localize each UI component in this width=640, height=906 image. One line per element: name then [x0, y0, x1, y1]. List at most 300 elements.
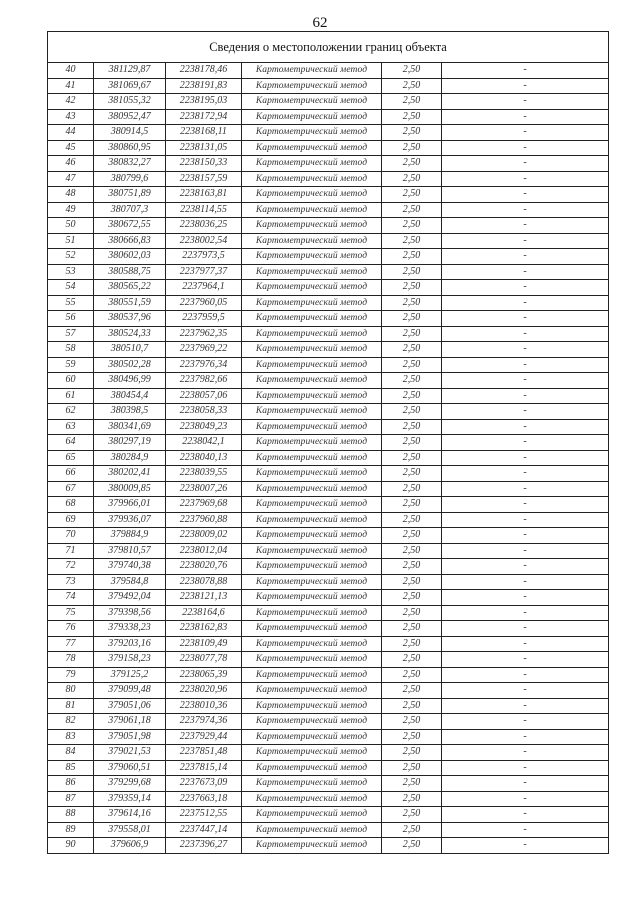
method-cell: Картометрический метод — [242, 78, 382, 94]
method-cell: Картометрический метод — [242, 481, 382, 497]
description-cell: - — [442, 636, 609, 652]
table-row — [48, 357, 609, 373]
description-cell: - — [442, 156, 609, 172]
accuracy-cell: 2,50 — [382, 373, 442, 389]
y-coordinate-cell: 2237512,55 — [166, 807, 242, 823]
description-cell: - — [442, 838, 609, 854]
table-row — [48, 621, 609, 637]
y-coordinate-cell: 2237929,44 — [166, 729, 242, 745]
y-coordinate-cell: 2237960,88 — [166, 512, 242, 528]
point-number-cell: 64 — [48, 435, 94, 451]
description-cell: - — [442, 481, 609, 497]
point-number-cell: 79 — [48, 667, 94, 683]
x-coordinate-cell: 380284,9 — [94, 450, 166, 466]
accuracy-cell: 2,50 — [382, 636, 442, 652]
table-row — [48, 109, 609, 125]
x-coordinate-cell: 380551,59 — [94, 295, 166, 311]
y-coordinate-cell: 2238163,81 — [166, 187, 242, 203]
y-coordinate-cell: 2237973,5 — [166, 249, 242, 265]
table-row — [48, 171, 609, 187]
y-coordinate-cell: 2237982,66 — [166, 373, 242, 389]
point-number-cell: 62 — [48, 404, 94, 420]
accuracy-cell: 2,50 — [382, 125, 442, 141]
point-number-cell: 86 — [48, 776, 94, 792]
x-coordinate-cell: 379492,04 — [94, 590, 166, 606]
y-coordinate-cell: 2238020,96 — [166, 683, 242, 699]
method-cell: Картометрический метод — [242, 435, 382, 451]
description-cell: - — [442, 171, 609, 187]
method-cell: Картометрический метод — [242, 683, 382, 699]
method-cell: Картометрический метод — [242, 311, 382, 327]
accuracy-cell: 2,50 — [382, 109, 442, 125]
method-cell: Картометрический метод — [242, 636, 382, 652]
table-row — [48, 698, 609, 714]
point-number-cell: 74 — [48, 590, 94, 606]
method-cell: Картометрический метод — [242, 264, 382, 280]
description-cell: - — [442, 590, 609, 606]
point-number-cell: 45 — [48, 140, 94, 156]
y-coordinate-cell: 2238049,23 — [166, 419, 242, 435]
description-cell: - — [442, 466, 609, 482]
accuracy-cell: 2,50 — [382, 776, 442, 792]
point-number-cell: 55 — [48, 295, 94, 311]
accuracy-cell: 2,50 — [382, 342, 442, 358]
method-cell: Картометрический метод — [242, 838, 382, 854]
table-row — [48, 342, 609, 358]
point-number-cell: 52 — [48, 249, 94, 265]
y-coordinate-cell: 2238109,49 — [166, 636, 242, 652]
x-coordinate-cell: 380496,99 — [94, 373, 166, 389]
boundary-coordinates-table — [47, 31, 609, 854]
point-number-cell: 44 — [48, 125, 94, 141]
description-cell: - — [442, 807, 609, 823]
x-coordinate-cell: 379584,8 — [94, 574, 166, 590]
description-cell: - — [442, 605, 609, 621]
x-coordinate-cell: 380398,5 — [94, 404, 166, 420]
description-cell: - — [442, 683, 609, 699]
y-coordinate-cell: 2238195,03 — [166, 94, 242, 110]
description-cell: - — [442, 109, 609, 125]
y-coordinate-cell: 2237964,1 — [166, 280, 242, 296]
y-coordinate-cell: 2238042,1 — [166, 435, 242, 451]
y-coordinate-cell: 2237977,37 — [166, 264, 242, 280]
table-row — [48, 202, 609, 218]
point-number-cell: 80 — [48, 683, 94, 699]
method-cell: Картометрический метод — [242, 156, 382, 172]
y-coordinate-cell: 2238007,26 — [166, 481, 242, 497]
x-coordinate-cell: 380341,69 — [94, 419, 166, 435]
table-row — [48, 218, 609, 234]
method-cell: Картометрический метод — [242, 698, 382, 714]
table-title: Сведения о местоположении границ объекта — [48, 32, 609, 63]
method-cell: Картометрический метод — [242, 218, 382, 234]
y-coordinate-cell: 2237673,09 — [166, 776, 242, 792]
page-number: 62 — [312, 15, 328, 31]
y-coordinate-cell: 2237974,36 — [166, 714, 242, 730]
accuracy-cell: 2,50 — [382, 791, 442, 807]
description-cell: - — [442, 357, 609, 373]
description-cell: - — [442, 342, 609, 358]
accuracy-cell: 2,50 — [382, 481, 442, 497]
description-cell: - — [442, 78, 609, 94]
y-coordinate-cell: 2238009,02 — [166, 528, 242, 544]
point-number-cell: 42 — [48, 94, 94, 110]
description-cell: - — [442, 621, 609, 637]
x-coordinate-cell: 380297,19 — [94, 435, 166, 451]
description-cell: - — [442, 419, 609, 435]
table-row — [48, 528, 609, 544]
description-cell: - — [442, 94, 609, 110]
y-coordinate-cell: 2238150,33 — [166, 156, 242, 172]
description-cell: - — [442, 791, 609, 807]
accuracy-cell: 2,50 — [382, 140, 442, 156]
point-number-cell: 58 — [48, 342, 94, 358]
x-coordinate-cell: 380672,55 — [94, 218, 166, 234]
description-cell: - — [442, 404, 609, 420]
method-cell: Картометрический метод — [242, 171, 382, 187]
x-coordinate-cell: 380588,75 — [94, 264, 166, 280]
table-row — [48, 78, 609, 94]
point-number-cell: 56 — [48, 311, 94, 327]
accuracy-cell: 2,50 — [382, 63, 442, 79]
x-coordinate-cell: 379398,56 — [94, 605, 166, 621]
point-number-cell: 90 — [48, 838, 94, 854]
point-number-cell: 65 — [48, 450, 94, 466]
table-row — [48, 776, 609, 792]
x-coordinate-cell: 379558,01 — [94, 822, 166, 838]
x-coordinate-cell: 380751,89 — [94, 187, 166, 203]
accuracy-cell: 2,50 — [382, 94, 442, 110]
description-cell: - — [442, 760, 609, 776]
y-coordinate-cell: 2237969,68 — [166, 497, 242, 513]
description-cell: - — [442, 714, 609, 730]
method-cell: Картометрический метод — [242, 280, 382, 296]
description-cell: - — [442, 745, 609, 761]
description-cell: - — [442, 667, 609, 683]
accuracy-cell: 2,50 — [382, 807, 442, 823]
y-coordinate-cell: 2238040,13 — [166, 450, 242, 466]
y-coordinate-cell: 2237969,22 — [166, 342, 242, 358]
method-cell: Картометрический метод — [242, 559, 382, 575]
x-coordinate-cell: 379060,51 — [94, 760, 166, 776]
point-number-cell: 89 — [48, 822, 94, 838]
y-coordinate-cell: 2237959,5 — [166, 311, 242, 327]
description-cell: - — [442, 435, 609, 451]
method-cell: Картометрический метод — [242, 295, 382, 311]
table-row — [48, 156, 609, 172]
description-cell: - — [442, 326, 609, 342]
table-row — [48, 311, 609, 327]
method-cell: Картометрический метод — [242, 357, 382, 373]
description-cell: - — [442, 512, 609, 528]
y-coordinate-cell: 2238078,88 — [166, 574, 242, 590]
x-coordinate-cell: 380524,33 — [94, 326, 166, 342]
method-cell: Картометрический метод — [242, 760, 382, 776]
method-cell: Картометрический метод — [242, 140, 382, 156]
y-coordinate-cell: 2238157,59 — [166, 171, 242, 187]
accuracy-cell: 2,50 — [382, 202, 442, 218]
x-coordinate-cell: 380832,27 — [94, 156, 166, 172]
accuracy-cell: 2,50 — [382, 78, 442, 94]
description-cell: - — [442, 528, 609, 544]
method-cell: Картометрический метод — [242, 652, 382, 668]
table-row — [48, 605, 609, 621]
accuracy-cell: 2,50 — [382, 357, 442, 373]
point-number-cell: 50 — [48, 218, 94, 234]
accuracy-cell: 2,50 — [382, 729, 442, 745]
method-cell: Картометрический метод — [242, 202, 382, 218]
method-cell: Картометрический метод — [242, 125, 382, 141]
x-coordinate-cell: 380666,83 — [94, 233, 166, 249]
table-row — [48, 233, 609, 249]
method-cell: Картометрический метод — [242, 807, 382, 823]
point-number-cell: 84 — [48, 745, 94, 761]
x-coordinate-cell: 380707,3 — [94, 202, 166, 218]
table-row — [48, 94, 609, 110]
table-row — [48, 187, 609, 203]
point-number-cell: 82 — [48, 714, 94, 730]
x-coordinate-cell: 380454,4 — [94, 388, 166, 404]
point-number-cell: 83 — [48, 729, 94, 745]
y-coordinate-cell: 2238039,55 — [166, 466, 242, 482]
table-row — [48, 791, 609, 807]
point-number-cell: 67 — [48, 481, 94, 497]
point-number-cell: 40 — [48, 63, 94, 79]
method-cell: Картометрический метод — [242, 497, 382, 513]
y-coordinate-cell: 2237396,27 — [166, 838, 242, 854]
table-row — [48, 822, 609, 838]
point-number-cell: 69 — [48, 512, 94, 528]
accuracy-cell: 2,50 — [382, 543, 442, 559]
accuracy-cell: 2,50 — [382, 605, 442, 621]
point-number-cell: 76 — [48, 621, 94, 637]
description-cell: - — [442, 311, 609, 327]
y-coordinate-cell: 2237815,14 — [166, 760, 242, 776]
table-row — [48, 450, 609, 466]
y-coordinate-cell: 2238162,83 — [166, 621, 242, 637]
point-number-cell: 73 — [48, 574, 94, 590]
y-coordinate-cell: 2238010,36 — [166, 698, 242, 714]
y-coordinate-cell: 2237447,14 — [166, 822, 242, 838]
table-row — [48, 125, 609, 141]
x-coordinate-cell: 380952,47 — [94, 109, 166, 125]
x-coordinate-cell: 379203,16 — [94, 636, 166, 652]
table-row — [48, 760, 609, 776]
x-coordinate-cell: 381055,32 — [94, 94, 166, 110]
x-coordinate-cell: 380602,03 — [94, 249, 166, 265]
description-cell: - — [442, 776, 609, 792]
accuracy-cell: 2,50 — [382, 404, 442, 420]
description-cell: - — [442, 373, 609, 389]
table-row — [48, 590, 609, 606]
y-coordinate-cell: 2238178,46 — [166, 63, 242, 79]
method-cell: Картометрический метод — [242, 326, 382, 342]
x-coordinate-cell: 379299,68 — [94, 776, 166, 792]
method-cell: Картометрический метод — [242, 404, 382, 420]
accuracy-cell: 2,50 — [382, 264, 442, 280]
point-number-cell: 47 — [48, 171, 94, 187]
x-coordinate-cell: 380009,85 — [94, 481, 166, 497]
point-number-cell: 85 — [48, 760, 94, 776]
point-number-cell: 46 — [48, 156, 94, 172]
description-cell: - — [442, 233, 609, 249]
x-coordinate-cell: 380202,41 — [94, 466, 166, 482]
x-coordinate-cell: 379125,2 — [94, 667, 166, 683]
table-row — [48, 295, 609, 311]
description-cell: - — [442, 543, 609, 559]
y-coordinate-cell: 2238131,05 — [166, 140, 242, 156]
table-row — [48, 249, 609, 265]
accuracy-cell: 2,50 — [382, 745, 442, 761]
point-number-cell: 78 — [48, 652, 94, 668]
x-coordinate-cell: 379051,98 — [94, 729, 166, 745]
accuracy-cell: 2,50 — [382, 450, 442, 466]
description-cell: - — [442, 652, 609, 668]
y-coordinate-cell: 2238012,04 — [166, 543, 242, 559]
description-cell: - — [442, 559, 609, 575]
point-number-cell: 63 — [48, 419, 94, 435]
method-cell: Картометрический метод — [242, 776, 382, 792]
y-coordinate-cell: 2238168,11 — [166, 125, 242, 141]
method-cell: Картометрический метод — [242, 590, 382, 606]
accuracy-cell: 2,50 — [382, 698, 442, 714]
point-number-cell: 57 — [48, 326, 94, 342]
x-coordinate-cell: 381069,67 — [94, 78, 166, 94]
y-coordinate-cell: 2238065,39 — [166, 667, 242, 683]
table-row — [48, 683, 609, 699]
table-row — [48, 512, 609, 528]
accuracy-cell: 2,50 — [382, 621, 442, 637]
x-coordinate-cell: 379936,07 — [94, 512, 166, 528]
accuracy-cell: 2,50 — [382, 528, 442, 544]
table-row — [48, 652, 609, 668]
description-cell: - — [442, 264, 609, 280]
point-number-cell: 51 — [48, 233, 94, 249]
accuracy-cell: 2,50 — [382, 667, 442, 683]
method-cell: Картометрический метод — [242, 512, 382, 528]
point-number-cell: 59 — [48, 357, 94, 373]
accuracy-cell: 2,50 — [382, 497, 442, 513]
description-cell: - — [442, 822, 609, 838]
method-cell: Картометрический метод — [242, 249, 382, 265]
point-number-cell: 81 — [48, 698, 94, 714]
y-coordinate-cell: 2237851,48 — [166, 745, 242, 761]
method-cell: Картометрический метод — [242, 791, 382, 807]
method-cell: Картометрический метод — [242, 450, 382, 466]
accuracy-cell: 2,50 — [382, 760, 442, 776]
table-row — [48, 280, 609, 296]
x-coordinate-cell: 379606,9 — [94, 838, 166, 854]
point-number-cell: 43 — [48, 109, 94, 125]
table-title-row — [48, 32, 609, 63]
accuracy-cell: 2,50 — [382, 249, 442, 265]
accuracy-cell: 2,50 — [382, 466, 442, 482]
accuracy-cell: 2,50 — [382, 171, 442, 187]
x-coordinate-cell: 379966,01 — [94, 497, 166, 513]
y-coordinate-cell: 2238058,33 — [166, 404, 242, 420]
y-coordinate-cell: 2237663,18 — [166, 791, 242, 807]
x-coordinate-cell: 379740,38 — [94, 559, 166, 575]
method-cell: Картометрический метод — [242, 714, 382, 730]
x-coordinate-cell: 379061,18 — [94, 714, 166, 730]
y-coordinate-cell: 2238191,83 — [166, 78, 242, 94]
point-number-cell: 41 — [48, 78, 94, 94]
accuracy-cell: 2,50 — [382, 652, 442, 668]
point-number-cell: 75 — [48, 605, 94, 621]
method-cell: Картометрический метод — [242, 94, 382, 110]
y-coordinate-cell: 2238036,25 — [166, 218, 242, 234]
accuracy-cell: 2,50 — [382, 187, 442, 203]
x-coordinate-cell: 380502,28 — [94, 357, 166, 373]
method-cell: Картометрический метод — [242, 466, 382, 482]
table-row — [48, 574, 609, 590]
method-cell: Картометрический метод — [242, 745, 382, 761]
accuracy-cell: 2,50 — [382, 838, 442, 854]
description-cell: - — [442, 125, 609, 141]
table-row — [48, 326, 609, 342]
y-coordinate-cell: 2238164,6 — [166, 605, 242, 621]
method-cell: Картометрический метод — [242, 233, 382, 249]
description-cell: - — [442, 388, 609, 404]
point-number-cell: 60 — [48, 373, 94, 389]
accuracy-cell: 2,50 — [382, 295, 442, 311]
method-cell: Картометрический метод — [242, 109, 382, 125]
description-cell: - — [442, 63, 609, 79]
accuracy-cell: 2,50 — [382, 574, 442, 590]
description-cell: - — [442, 187, 609, 203]
point-number-cell: 54 — [48, 280, 94, 296]
description-cell: - — [442, 280, 609, 296]
y-coordinate-cell: 2238057,06 — [166, 388, 242, 404]
accuracy-cell: 2,50 — [382, 419, 442, 435]
accuracy-cell: 2,50 — [382, 822, 442, 838]
accuracy-cell: 2,50 — [382, 156, 442, 172]
x-coordinate-cell: 379021,53 — [94, 745, 166, 761]
table-row — [48, 140, 609, 156]
y-coordinate-cell: 2238077,78 — [166, 652, 242, 668]
method-cell: Картометрический метод — [242, 528, 382, 544]
description-cell: - — [442, 249, 609, 265]
method-cell: Картометрический метод — [242, 388, 382, 404]
point-number-cell: 71 — [48, 543, 94, 559]
x-coordinate-cell: 379614,16 — [94, 807, 166, 823]
x-coordinate-cell: 379051,06 — [94, 698, 166, 714]
table-row — [48, 543, 609, 559]
x-coordinate-cell: 380799,6 — [94, 171, 166, 187]
table-row — [48, 559, 609, 575]
table-row — [48, 481, 609, 497]
y-coordinate-cell: 2238121,13 — [166, 590, 242, 606]
point-number-cell: 48 — [48, 187, 94, 203]
x-coordinate-cell: 379884,9 — [94, 528, 166, 544]
method-cell: Картометрический метод — [242, 729, 382, 745]
point-number-cell: 77 — [48, 636, 94, 652]
description-cell: - — [442, 497, 609, 513]
y-coordinate-cell: 2237976,34 — [166, 357, 242, 373]
y-coordinate-cell: 2238020,76 — [166, 559, 242, 575]
y-coordinate-cell: 2238002,54 — [166, 233, 242, 249]
y-coordinate-cell: 2237962,35 — [166, 326, 242, 342]
method-cell: Картометрический метод — [242, 342, 382, 358]
y-coordinate-cell: 2238172,94 — [166, 109, 242, 125]
method-cell: Картометрический метод — [242, 822, 382, 838]
table-row — [48, 807, 609, 823]
x-coordinate-cell: 379359,14 — [94, 791, 166, 807]
table-row — [48, 838, 609, 854]
x-coordinate-cell: 380914,5 — [94, 125, 166, 141]
table-row — [48, 729, 609, 745]
description-cell: - — [442, 729, 609, 745]
